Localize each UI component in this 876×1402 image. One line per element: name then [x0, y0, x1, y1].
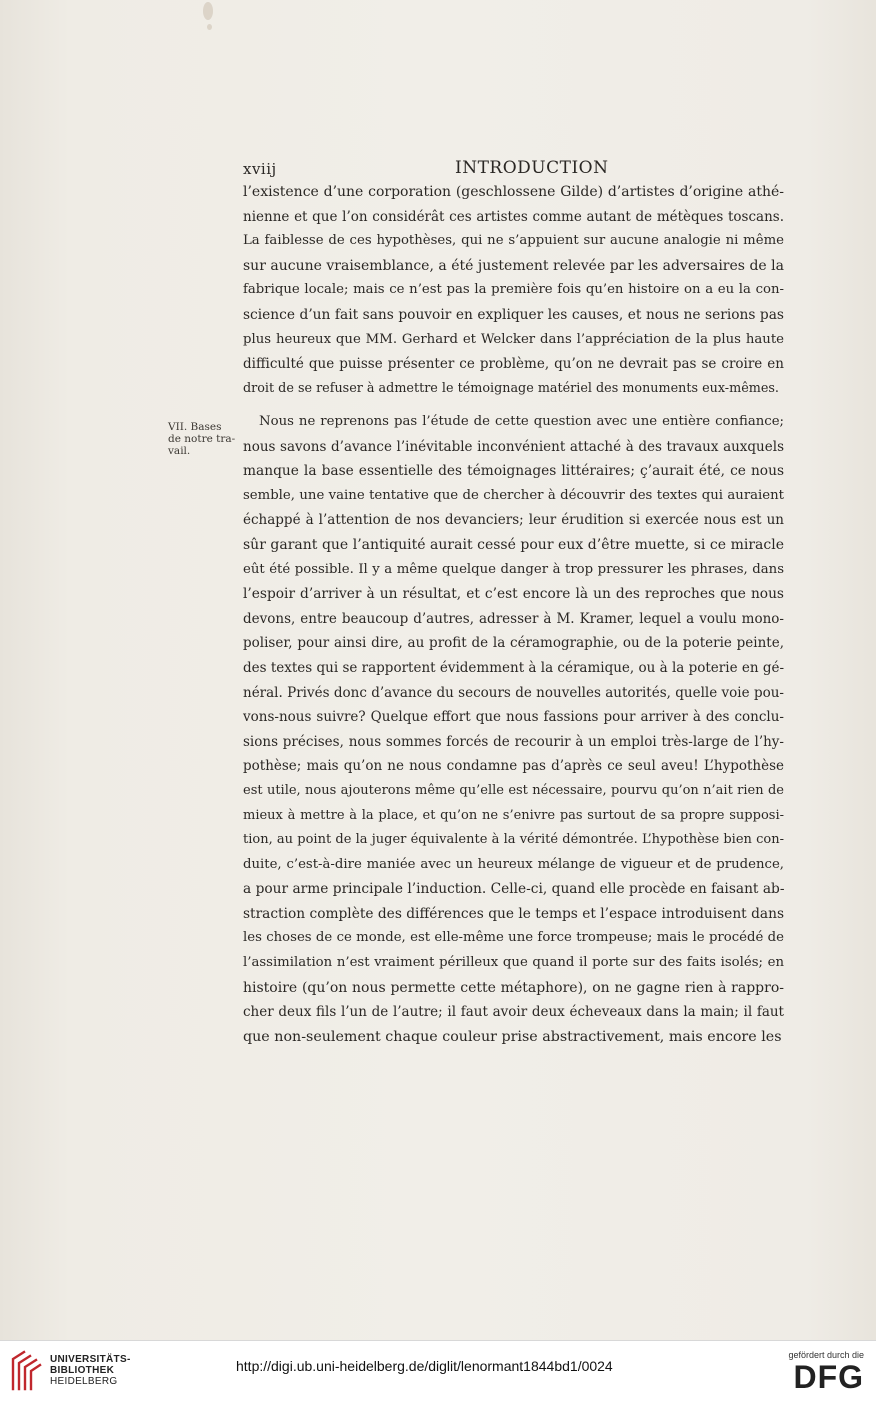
text-line: néral. Privés donc d’avance du secours de nouvelles autorités, quelle voie pou-	[243, 684, 784, 701]
library-name-line: UNIVERSITÄTS-	[50, 1354, 131, 1365]
text-line: nous savons d’avance l’inévitable inconvénient attaché à des travaux auxquels	[243, 438, 784, 455]
text-line: des textes qui se rapportent évidemment à la céramique, ou à la poterie en gé-	[243, 659, 785, 676]
margin-note-line: de notre tra-	[168, 433, 236, 445]
text-line: droit de se refuser à admettre le témoignage matériel des monuments eux-mêmes.	[243, 380, 779, 396]
viewer-footer	[0, 1340, 876, 1402]
text-line: vons-nous suivre? Quelque effort que nous fassions pour arriver à des conclu-	[243, 709, 784, 726]
text-line: La faiblesse de ces hypothèses, qui ne s’appuient sur aucune analogie ni même	[243, 233, 784, 249]
text-line: semble, une vaine tentative que de chercher à découvrir des textes qui auraient	[243, 487, 784, 503]
text-line: manque la base essentielle des témoignages littéraires; ç’aurait été, ce nous	[243, 463, 784, 480]
margin-note-line: VII. Bases	[168, 421, 222, 433]
paragraph-1	[243, 180, 784, 401]
text-line: cher deux fils l’un de l’autre; il faut avoir deux écheveaux dans la main; il faut	[243, 1004, 784, 1021]
page-number: xviij	[243, 160, 277, 178]
text-line: l’espoir d’arriver à un résultat, et c’est encore là un des reproches que nous	[243, 586, 784, 603]
text-line: a pour arme principale l’induction. Celle-ci, quand elle procède en faisant ab-	[243, 881, 785, 898]
paper-stain	[207, 24, 212, 30]
text-line: plus heureux que MM. Gerhard et Welcker dans l’appréciation de la plus haute	[243, 331, 784, 347]
text-line: est utile, nous ajouterons même qu’elle est nécessaire, pourvu qu’on n’ait rien de	[243, 782, 784, 798]
text-line: mieux à mettre à la place, et qu’on ne s’enivre pas surtout de sa propre supposi-	[243, 807, 784, 823]
text-line: devons, entre beaucoup d’autres, adresser à M. Kramer, lequel a voulu mono-	[243, 610, 784, 627]
paragraph-2	[243, 410, 784, 1049]
text-line: nienne et que l’on considérât ces artistes comme autant de métèques toscans.	[243, 208, 784, 225]
text-line: histoire (qu’on nous permette cette métaphore), on ne gagne rien à rappro-	[243, 979, 784, 996]
text-line: difficulté que puisse présenter ce problème, qu’on ne devrait pas se croire en	[243, 356, 784, 373]
text-line: fabrique locale; mais ce n’est pas la première fois qu’en histoire on a eu la con-	[243, 282, 784, 298]
text-line: science d’un fait sans pouvoir en expliquer les causes, et nous ne serions pas	[243, 306, 784, 323]
text-line: les choses de ce monde, est elle-même une force trompeuse; mais le procédé de	[243, 930, 784, 946]
library-name[interactable]	[50, 1354, 131, 1387]
running-header	[243, 158, 783, 180]
dfg-logo[interactable]: DFG	[793, 1359, 864, 1395]
text-line: l’existence d’une corporation (geschlossene Gilde) d’artistes d’origine athé-	[243, 184, 784, 200]
paper-stain	[203, 2, 213, 20]
text-line: straction complète des différences que le temps et l’espace introduisent dans	[243, 905, 784, 922]
library-name-line: HEIDELBERG	[50, 1376, 118, 1387]
text-line: sûr garant que l’antiquité aurait cessé pour eux d’être muette, si ce miracle	[243, 536, 784, 553]
text-line: duite, c’est-à-dire maniée avec un heureux mélange de vigueur et de prudence,	[243, 856, 784, 872]
library-name-line: BIBLIOTHEK	[50, 1365, 115, 1376]
text-line: sions précises, nous sommes forcés de recourir à un emploi très-large de l’hy-	[243, 733, 784, 750]
text-line: poliser, pour ainsi dire, au profit de la céramographie, ou de la poterie peinte,	[243, 635, 784, 652]
university-library-logo-icon[interactable]	[10, 1349, 42, 1391]
margin-note-line: vail.	[168, 445, 191, 457]
page-title: INTRODUCTION	[455, 158, 609, 178]
text-line: tion, au point de la juger équivalente à la vérité démontrée. L’hypothèse bien con-	[243, 832, 784, 848]
funding-note: gefördert durch die	[788, 1350, 864, 1360]
margin-note	[168, 421, 238, 457]
text-line: échappé à l’attention de nos devanciers; leur érudition si exercée nous est un	[243, 512, 784, 529]
text-line: Nous ne reprenons pas l’étude de cette question avec une entière confiance;	[259, 414, 784, 429]
text-line: sur aucune vraisemblance, a été justement relevée par les adversaires de la	[243, 257, 784, 274]
text-line: que non-seulement chaque couleur prise abstractivement, mais encore les	[243, 1028, 782, 1045]
text-line: l’assimilation n’est vraiment périlleux que quand il porte sur des faits isolés; en	[243, 955, 784, 971]
permalink-url[interactable]: http://digi.ub.uni-heidelberg.de/diglit/lenormant1844bd1/0024	[236, 1358, 613, 1374]
text-line: pothèse; mais qu’on ne nous condamne pas d’après ce seul aveu! L’hypothèse	[243, 758, 784, 775]
text-line: eût été possible. Il y a même quelque danger à trop pressurer les phrases, dans	[243, 561, 784, 577]
